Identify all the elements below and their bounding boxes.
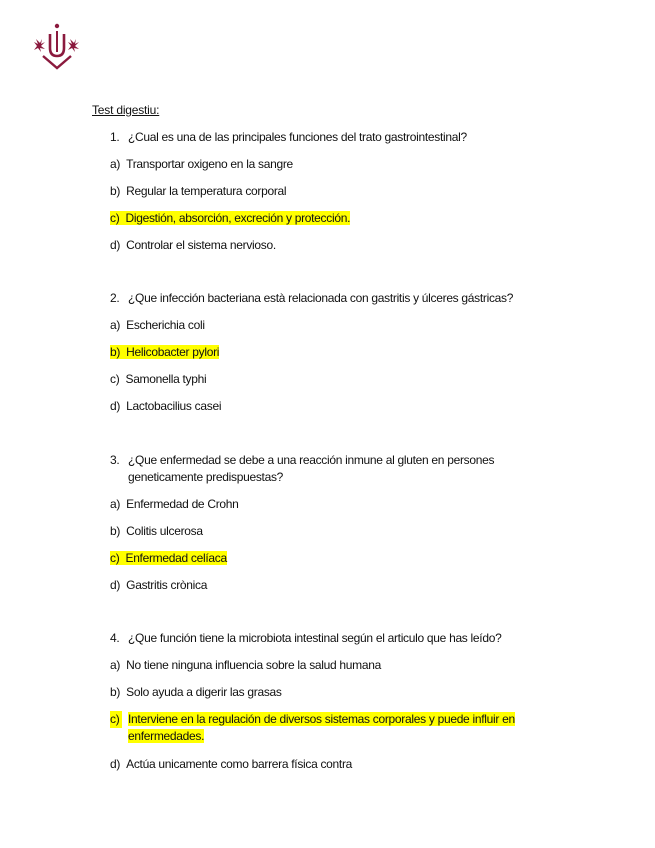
university-logo bbox=[28, 22, 84, 70]
option-letter: a) bbox=[110, 318, 121, 332]
option-text: Colitis ulcerosa bbox=[126, 524, 203, 538]
option-letter: a) bbox=[110, 658, 121, 672]
question-2-option-d bbox=[110, 398, 221, 415]
question-1-text: ¿Cual es una de las principales funciones del trato gastrointestinal? bbox=[128, 130, 467, 144]
option-letter: c) bbox=[110, 551, 120, 565]
option-text: Interviene en la regulación de diversos sistemas corporales y puede influir en enfermedades. bbox=[128, 712, 515, 743]
option-text: Helicobacter pylori bbox=[126, 345, 220, 359]
option-letter: a) bbox=[110, 497, 121, 511]
option-letter: d) bbox=[110, 238, 121, 252]
question-3-option-d bbox=[110, 577, 207, 594]
question-2-text: ¿Que infección bacteriana està relacionada con gastritis y úlceres gástricas? bbox=[128, 291, 514, 305]
question-4-option-b bbox=[110, 684, 282, 701]
option-letter: b) bbox=[110, 685, 121, 699]
option-text: Transportar oxigeno en la sangre bbox=[126, 157, 293, 171]
option-text: Lactobacilius casei bbox=[126, 399, 222, 413]
option-text: Solo ayuda a digerir las grasas bbox=[126, 685, 282, 699]
question-2-option-c bbox=[110, 371, 206, 388]
question-2-option-b-correct bbox=[110, 344, 219, 361]
option-letter: b) bbox=[110, 524, 121, 538]
option-letter: b) bbox=[110, 345, 121, 359]
option-text: Gastritis crònica bbox=[126, 578, 208, 592]
option-text: Digestión, absorción, excreción y protección. bbox=[125, 211, 351, 225]
option-text: Samonella typhi bbox=[125, 372, 207, 386]
option-text: Escherichia coli bbox=[126, 318, 205, 332]
option-letter: d) bbox=[110, 578, 121, 592]
question-2-number: 2. bbox=[110, 291, 120, 305]
option-text: Regular la temperatura corporal bbox=[126, 184, 287, 198]
option-letter: d) bbox=[110, 757, 121, 771]
question-4-number: 4. bbox=[110, 631, 120, 645]
question-3-option-a bbox=[110, 496, 239, 513]
question-4-option-a bbox=[110, 657, 381, 674]
question-3-number: 3. bbox=[110, 453, 120, 467]
question-2-option-a bbox=[110, 317, 205, 334]
option-letter: d) bbox=[110, 399, 121, 413]
question-1-option-b bbox=[110, 183, 286, 200]
option-letter: c) bbox=[110, 372, 120, 386]
question-4-text: ¿Que función tiene la microbiota intestinal según el articulo que has leído? bbox=[128, 631, 502, 645]
test-title: Test digestiu: bbox=[92, 103, 160, 117]
question-3-option-c-correct bbox=[110, 550, 227, 567]
option-letter: a) bbox=[110, 157, 121, 171]
option-text: Actúa unicamente como barrera física contra bbox=[126, 757, 353, 771]
question-1-option-d bbox=[110, 237, 276, 254]
option-text: Controlar el sistema nervioso. bbox=[126, 238, 276, 252]
option-letter: b) bbox=[110, 184, 121, 198]
option-text: Enfermedad de Crohn bbox=[126, 497, 239, 511]
question-4-option-d bbox=[110, 756, 352, 773]
question-1-option-c-correct bbox=[110, 210, 350, 227]
option-text: No tiene ninguna influencia sobre la salud humana bbox=[126, 658, 381, 672]
question-3-option-b bbox=[110, 523, 203, 540]
question-1-option-a bbox=[110, 156, 293, 173]
option-text: Enfermedad celíaca bbox=[125, 551, 227, 565]
question-3-text: ¿Que enfermedad se debe a una reacción inmune al gluten en persones geneticamente predispuestas? bbox=[128, 453, 495, 484]
option-letter: c) bbox=[110, 211, 120, 225]
option-letter: c) bbox=[110, 711, 122, 728]
question-1-number: 1. bbox=[110, 130, 120, 144]
